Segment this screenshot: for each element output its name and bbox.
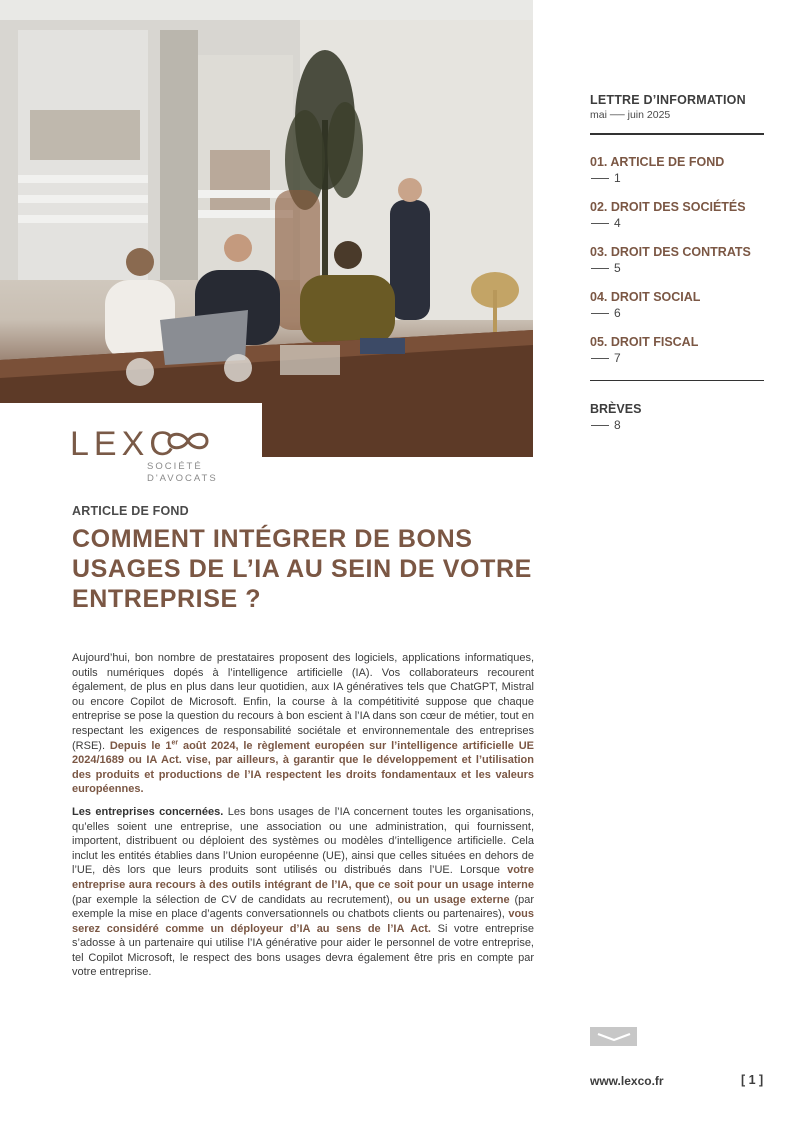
toc-item-label: 01. ARTICLE DE FOND bbox=[590, 154, 725, 169]
brand-subtitle bbox=[147, 461, 218, 485]
highlight-part: Depuis le 1 bbox=[109, 739, 172, 752]
website-link[interactable]: www.lexco.fr bbox=[590, 1074, 664, 1088]
highlight-text: ou un usage externe bbox=[397, 893, 510, 906]
header-photo bbox=[0, 0, 533, 457]
toc-item-article-de-fond[interactable] bbox=[590, 155, 764, 185]
divider bbox=[590, 133, 764, 135]
paragraph-text: (par exemple la sélection de CV de candidats au recrutement), bbox=[72, 893, 393, 906]
toc-item-page: 4 bbox=[614, 216, 764, 230]
article-paragraph bbox=[72, 805, 534, 980]
paragraph-text: Aujourd’hui, bon nombre de prestataires proposent des logiciels, applications informatiques, outils numériques dopés à l’intelligence artificielle (IA). Vos collaborateurs recourent également, de plus en plus dans leur quotidien, aux IA génératives tels que ChatGPT, Mistral ou encore Copilot de Microsoft. Enfin, la course à la compétitivité suppose que chaque entreprise se pose la question du recours à bon escient à l’IA dans son cœur de métier, tout en respectant les exigences de responsabilité sociétale et environnementale des entreprises (RSE). bbox=[72, 652, 534, 752]
toc-item-droit-des-contrats[interactable] bbox=[590, 245, 764, 275]
newsletter-title: LETTRE D’INFORMATION bbox=[590, 93, 746, 107]
toc-item-label: 04. DROIT SOCIAL bbox=[590, 289, 701, 304]
toc-item-page: 7 bbox=[614, 351, 764, 365]
paragraph-text: Si votre entreprise s’adosse à un partenaire qui utilise l’IA générative pour aider le personnel de votre entreprise, tel Copilot Microsoft, le respect des bons usages devra également être pris en compte par votre entreprise. bbox=[72, 922, 535, 979]
article-kicker: ARTICLE DE FOND bbox=[72, 504, 189, 518]
brand-subtitle-line2: D'AVOCATS bbox=[147, 473, 218, 484]
office-meeting-image bbox=[0, 0, 533, 457]
toc-item-page: 5 bbox=[614, 261, 764, 275]
brand-logo-text: LEXC bbox=[70, 425, 179, 463]
newsletter-date: mai ── juin 2025 bbox=[590, 109, 671, 121]
toc-item-droit-fiscal[interactable] bbox=[590, 335, 764, 365]
toc-item-page: 1 bbox=[614, 171, 764, 185]
chevron-down-icon bbox=[596, 1032, 632, 1042]
toc-item-droit-social[interactable] bbox=[590, 290, 764, 320]
page-number: [ 1 ] bbox=[741, 1073, 764, 1087]
toc-item-label: 03. DROIT DES CONTRATS bbox=[590, 244, 751, 259]
brand-subtitle-line1: SOCIÉTÉ bbox=[147, 461, 203, 472]
toc-item-page: 6 bbox=[614, 306, 764, 320]
highlight-part: août 2024, le règlement européen sur l’intelligence artificielle UE 2024/1689 ou IA Act. vise, par ailleurs, à garantir que le développement et l’utilisation des produits et productions de l’IA respectent les droits fondamentaux et les valeurs européennes. bbox=[72, 739, 535, 796]
divider bbox=[590, 380, 764, 382]
next-page-button[interactable] bbox=[590, 1027, 637, 1046]
table-of-contents bbox=[590, 93, 764, 432]
paragraph-lead: Les entreprises concernées. bbox=[72, 805, 224, 818]
toc-item-label: BRÈVES bbox=[590, 402, 642, 416]
article-title: COMMENT INTÉGRER DE BONS USAGES DE L’IA AU SEIN DE VOTRE ENTREPRISE ? bbox=[72, 525, 532, 613]
toc-item-droit-des-societes[interactable] bbox=[590, 200, 764, 230]
article-body bbox=[72, 651, 534, 988]
highlight-text bbox=[72, 740, 534, 796]
paragraph-text: Les bons usages de l’IA concernent toutes les organisations, qu’elles soient une entreprise, une association ou une administration, qui fournissent, importent, distribuent ou déploient des systèmes ou modèles d’intelligence artificielle. Cela inclut les entités établies dans l’Union européenne (UE), ainsi que celles situées en dehors de l’UE, dès lors que leurs produits sont utilisés ou distribués dans l’UE. Lorsque bbox=[72, 805, 534, 877]
toc-item-breves[interactable] bbox=[590, 402, 764, 432]
infinity-logo-icon bbox=[165, 426, 211, 456]
toc-item-label: 02. DROIT DES SOCIÉTÉS bbox=[590, 199, 746, 214]
highlight-text: votre entreprise aura recours à des outils intégrant de l’IA, que ce soit pour un usage interne bbox=[72, 864, 534, 891]
toc-item-label: 05. DROIT FISCAL bbox=[590, 334, 699, 349]
toc-list bbox=[590, 155, 764, 365]
toc-item-page: 8 bbox=[614, 418, 764, 432]
paragraph-text: (par exemple la mise en place d’agents conversationnels ou chatbots clients ou partenaires), bbox=[72, 893, 535, 921]
highlight-text: vous serez considéré comme un déployeur d’IA au sens de l’IA Act. bbox=[72, 908, 535, 935]
article-paragraph bbox=[72, 651, 534, 797]
superscript: er bbox=[171, 738, 179, 746]
